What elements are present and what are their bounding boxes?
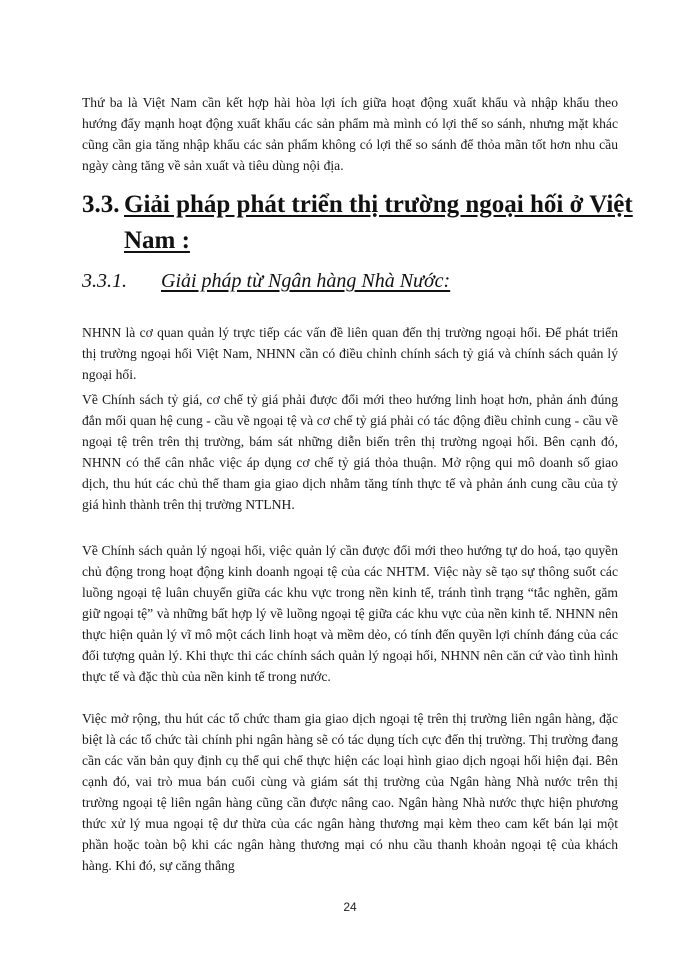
section-number: 3.3. xyxy=(82,191,120,218)
paragraph-intro: Thứ ba là Việt Nam cần kết hợp hài hòa lợi ích giữa hoạt động xuất khẩu và nhập khẩu theo hướng đẩy mạnh hoạt động xuất khẩu các sản phẩm mà mình có lợi thế so sánh, nhưng mặt khác cũng cần gia tăng nhập khẩu các sản phẩm không có lợi thế so sánh để thỏa mãn tốt hơn nhu cầu ngày càng tăng về sản xuất và tiêu dùng nội địa. xyxy=(82,95,618,173)
section-title: Giải pháp phát triển thị trường ngoại hối ở Việt Nam : xyxy=(124,191,633,254)
page-number: 24 xyxy=(343,900,357,914)
paragraph-exchange-rate-policy: Về Chính sách tỷ giá, cơ chế tỷ giá phải được đổi mới theo hướng linh hoạt hơn, phản ánh đúng đắn mối quan hệ cung - cầu về ngoại tệ và cơ chế tỷ giá phải có tác động điều chỉnh cung - cầu về ngoại tệ trên trên thị trường, bám sát những diễn biến trên thị trường ngoại hối. Bên cạnh đó, NHNN có thể cân nhắc việc áp dụng cơ chế tỷ giá thỏa thuận. Mở rộng qui mô doanh số giao dịch, thu hút các chủ thể tham gia giao dịch nhằm tăng tính thực tế và phản ánh cung cầu của tỷ giá hình thành trên thị trường NTLNH. xyxy=(82,392,618,512)
paragraph-forex-management-policy: Về Chính sách quản lý ngoại hối, việc quản lý cần được đổi mới theo hướng tự do hoá, tạo quyền chủ động trong hoạt động kinh doanh ngoại tệ của các NHTM. Việc này sẽ tạo sự thông suốt các luồng ngoại tệ luân chuyển giữa các khu vực trong nền kinh tế, tránh tình trạng “tắc nghẽn, găm giữ ngoại tệ” và những bất hợp lý về luồng ngoại tệ giữa các khu vực của nền kinh tế. NHNN nên thực hiện quản lý vĩ mô một cách linh hoạt và mềm dẻo, có tính đến quyền lợi chính đáng của các đối tượng quản lý. Khi thực thi các chính sách quản lý ngoại hối, NHNN nên căn cứ vào tình hình thực tế và đặc thù của nền kinh tế trong nước. xyxy=(82,543,618,684)
paragraph-nhnn-role: NHNN là cơ quan quản lý trực tiếp các vấn đề liên quan đến thị trường ngoại hối. Để phát triển thị trường ngoại hối Việt Nam, NHNN cần có điều chỉnh chính sách tỷ giá và chính sách quản lý ngoại hối. xyxy=(82,325,618,382)
subsection-title: Giải pháp từ Ngân hàng Nhà Nước: xyxy=(161,270,451,292)
paragraph-interbank-market: Việc mở rộng, thu hút các tổ chức tham gia giao dịch ngoại tệ trên thị trường liên ngân hàng, đặc biệt là các tổ chức tài chính phi ngân hàng sẽ có tác dụng tích cực đến thị trường. Thị trường đang cần các văn bản quy định cụ thể qui chế thực hiện các loại hình giao dịch ngoại hối hiện đại. Bên cạnh đó, vai trò mua bán cuối cùng và giám sát thị trường của Ngân hàng Nhà nước trên thị trường ngoại tệ liên ngân hàng cũng cần được nâng cao. Ngân hàng Nhà nước thực hiện phương thức xử lý mua ngoại tệ dư thừa của các ngân hàng thương mại kèm theo cam kết bán lại một phần hoặc toàn bộ khi các ngân hàng thương mại có nhu cầu thanh khoản ngoại tệ của khách hàng. Khi đó, sự căng thẳng xyxy=(82,711,618,873)
subsection-number: 3.3.1. xyxy=(82,270,127,292)
